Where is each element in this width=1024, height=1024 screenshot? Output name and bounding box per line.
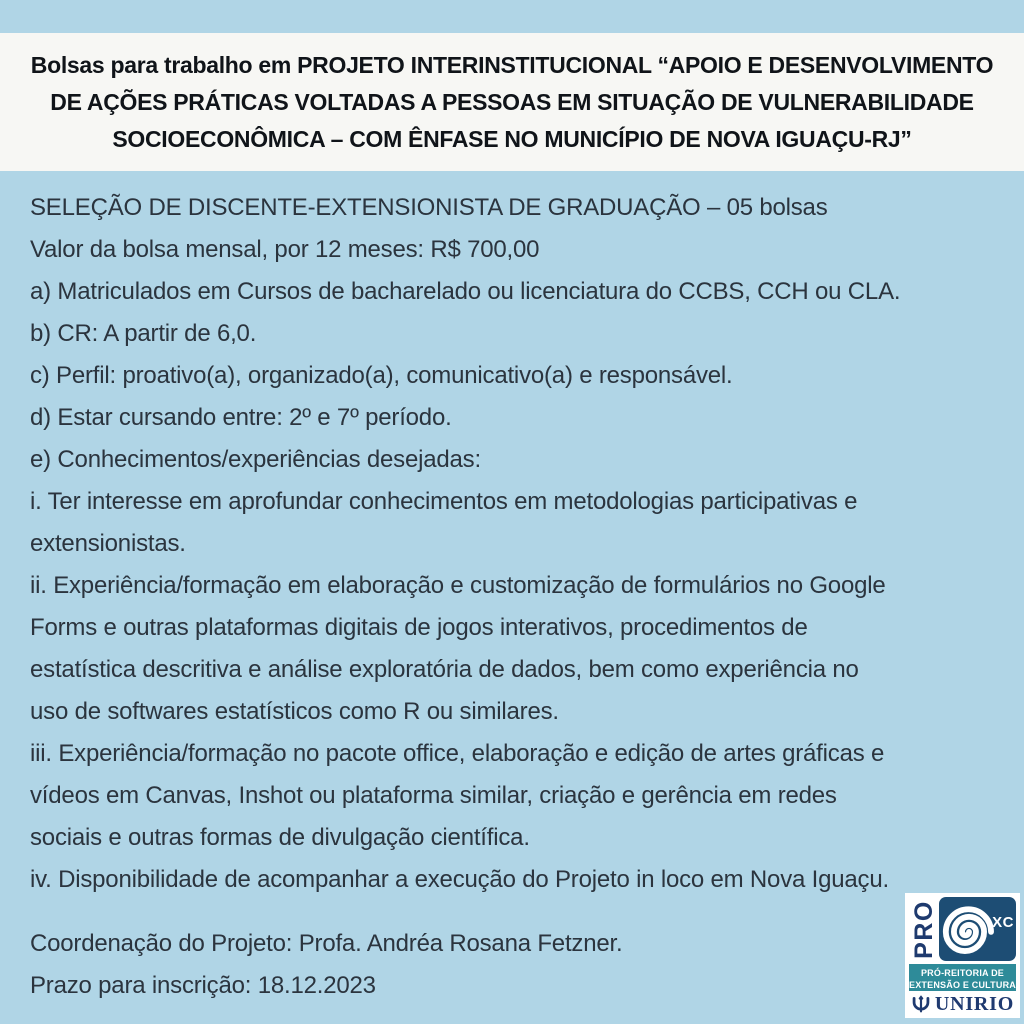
body-line-item-iv: iv. Disponibilidade de acompanhar a execução do Projeto in loco em Nova Iguaçu. [30,866,889,893]
body-line-item-b: b) CR: A partir de 6,0. [30,320,257,347]
logo-top-row [909,897,1016,961]
body-line-item-ii-3: estatística descritiva e análise exploratória de dados, bem como experiência no [30,656,859,683]
body-line-item-e: e) Conhecimentos/experiências desejadas: [30,446,481,473]
body-line-item-c: c) Perfil: proativo(a), organizado(a), comunicativo(a) e responsável. [30,362,733,389]
spiral-e-icon [940,900,998,958]
body-line-item-iii-2: vídeos em Canvas, Inshot ou plataforma similar, criação e gerência em redes [30,782,837,809]
header-banner [0,33,1024,171]
footer-line-prazo: Prazo para inscrição: 18.12.2023 [30,972,376,999]
body-line-item-ii-1: ii. Experiência/formação em elaboração e customização de formulários no Google [30,572,886,599]
body-line-item-iii-1: iii. Experiência/formação no pacote office, elaboração e edição de artes gráficas e [30,740,885,767]
body-line-valor: Valor da bolsa mensal, por 12 meses: R$ 700,00 [30,236,540,263]
unirio-row [909,991,1016,1016]
band-line-2: EXTENSÃO E CULTURA [909,979,1016,990]
body-line-item-i-1: i. Ter interesse em aprofundar conhecimentos em metodologias participativas e [30,488,858,515]
body-line-item-a: a) Matriculados em Cursos de bacharelado ou licenciatura do CCBS, CCH ou CLA. [30,278,901,305]
body-line-item-ii-2: Forms e outras plataformas digitais de jogos interativos, procedimentos de [30,614,808,641]
body-line-item-d: d) Estar cursando entre: 2º e 7º período. [30,404,452,431]
proexc-tile [939,897,1016,961]
trident-icon [911,995,931,1014]
body-line-item-iii-3: sociais e outras formas de divulgação científica. [30,824,530,851]
footer-line-coordenacao: Coordenação do Projeto: Profa. Andréa Rosana Fetzner. [30,930,623,957]
proexc-unirio-logo [905,893,1020,1018]
xc-text: XC [992,914,1014,931]
title-line-1: Bolsas para trabalho em PROJETO INTERINSTITUCIONAL “APOIO E DESENVOLVIMENTO [30,52,994,78]
body-line-item-ii-4: uso de softwares estatísticos como R ou similares. [30,698,559,725]
title-line-2: DE AÇÕES PRÁTICAS VOLTADAS A PESSOAS EM SITUAÇÃO DE VULNERABILIDADE [50,89,974,115]
pro-vertical-text: PRO [909,899,938,959]
title-line-3: SOCIOECONÔMICA – COM ÊNFASE NO MUNICÍPIO DE NOVA IGUAÇU-RJ” [112,126,912,152]
proreitoria-band [909,964,1016,991]
unirio-text: UNIRIO [934,993,1015,1015]
body-line-item-i-2: extensionistas. [30,530,186,557]
body-line-selecao: SELEÇÃO DE DISCENTE-EXTENSIONISTA DE GRADUAÇÃO – 05 bolsas [30,194,828,221]
body-text [0,171,1024,901]
band-line-1: PRÓ-REITORIA DE [920,968,1004,978]
footer-text [0,901,1024,1007]
